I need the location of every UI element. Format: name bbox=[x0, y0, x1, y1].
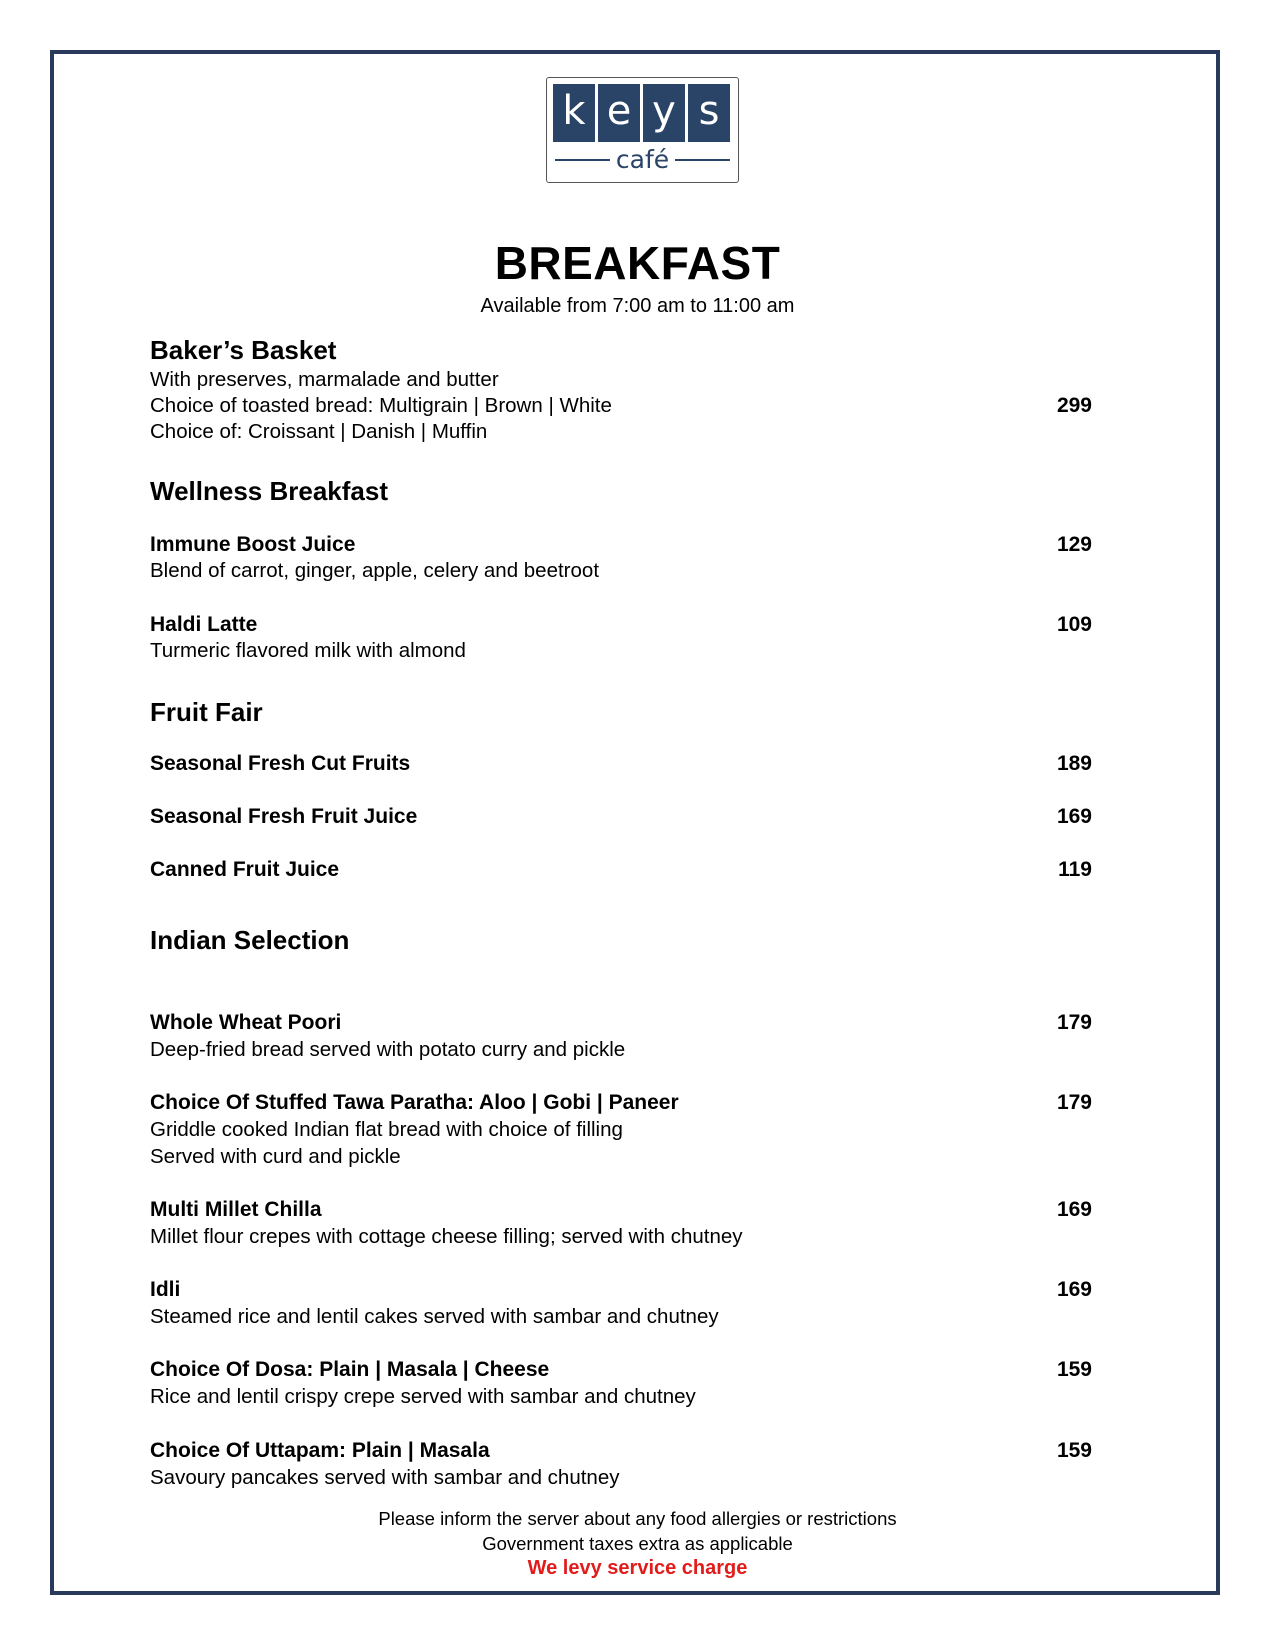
menu-item-name: Immune Boost Juice bbox=[150, 533, 356, 556]
item-description: Savoury pancakes served with sambar and chutney bbox=[150, 1466, 620, 1489]
page-title: BREAKFAST bbox=[494, 237, 781, 289]
logo-letter: e bbox=[598, 84, 640, 142]
menu-item-name: Canned Fruit Juice bbox=[150, 858, 340, 881]
item-price: 179 bbox=[1056, 1011, 1092, 1034]
section-title-bakers-basket: Baker’s Basket bbox=[150, 335, 337, 365]
item-description: Served with curd and pickle bbox=[150, 1145, 401, 1168]
menu-item-name: Choice Of Dosa: Plain | Masala | Cheese bbox=[150, 1358, 550, 1381]
item-description: Deep-fried bread served with potato curry and pickle bbox=[150, 1038, 626, 1061]
item-price: 299 bbox=[1056, 394, 1092, 417]
section-title-indian-selection: Indian Selection bbox=[150, 925, 350, 955]
logo-subline bbox=[555, 145, 730, 175]
item-description: Rice and lentil crispy crepe served with sambar and chutney bbox=[150, 1385, 696, 1408]
item-price: 169 bbox=[1056, 1278, 1092, 1301]
item-description: Choice of: Croissant | Danish | Muffin bbox=[150, 420, 488, 443]
logo-subword: café bbox=[615, 145, 670, 174]
item-price: 119 bbox=[1058, 858, 1092, 881]
item-price: 169 bbox=[1056, 1198, 1092, 1221]
item-price: 159 bbox=[1056, 1439, 1092, 1462]
menu-item-name: Choice Of Uttapam: Plain | Masala bbox=[150, 1439, 490, 1462]
menu-item-name: Whole Wheat Poori bbox=[150, 1011, 342, 1034]
menu-item-name: Multi Millet Chilla bbox=[150, 1198, 322, 1221]
availability-text: Available from 7:00 am to 11:00 am bbox=[480, 295, 795, 317]
logo-rule-right bbox=[675, 159, 730, 161]
item-price: 159 bbox=[1056, 1358, 1092, 1381]
section-title-fruit-fair: Fruit Fair bbox=[150, 697, 263, 727]
item-price: 169 bbox=[1056, 805, 1092, 828]
logo-rule-left bbox=[555, 159, 610, 161]
item-description: With preserves, marmalade and butter bbox=[150, 368, 499, 391]
item-description: Millet flour crepes with cottage cheese filling; served with chutney bbox=[150, 1225, 743, 1248]
menu-item-name: Idli bbox=[150, 1278, 181, 1301]
allergy-notice: Please inform the server about any food allergies or restrictions bbox=[378, 1508, 897, 1529]
item-price: 189 bbox=[1056, 752, 1092, 775]
service-charge-notice: We levy service charge bbox=[527, 1557, 748, 1579]
logo-letter: y bbox=[643, 84, 685, 142]
menu-item-name: Choice Of Stuffed Tawa Paratha: Aloo | Gobi | Paneer bbox=[150, 1091, 679, 1114]
menu-item-name: Haldi Latte bbox=[150, 613, 258, 636]
item-description: Blend of carrot, ginger, apple, celery and beetroot bbox=[150, 559, 600, 582]
menu-item-name: Seasonal Fresh Cut Fruits bbox=[150, 752, 411, 775]
item-description: Griddle cooked Indian flat bread with choice of filling bbox=[150, 1118, 623, 1141]
item-price: 129 bbox=[1056, 533, 1092, 556]
logo-letter: s bbox=[688, 84, 730, 142]
item-description: Steamed rice and lentil cakes served with sambar and chutney bbox=[150, 1305, 719, 1328]
item-description: Choice of toasted bread: Multigrain | Brown | White bbox=[150, 394, 612, 417]
item-description: Turmeric flavored milk with almond bbox=[150, 639, 466, 662]
item-price: 179 bbox=[1056, 1091, 1092, 1114]
logo-letter: k bbox=[553, 84, 595, 142]
section-title-wellness: Wellness Breakfast bbox=[150, 476, 388, 506]
item-price: 109 bbox=[1056, 613, 1092, 636]
keys-cafe-logo bbox=[546, 77, 739, 183]
tax-notice: Government taxes extra as applicable bbox=[482, 1533, 793, 1554]
logo-letters bbox=[553, 84, 730, 142]
menu-item-name: Seasonal Fresh Fruit Juice bbox=[150, 805, 418, 828]
